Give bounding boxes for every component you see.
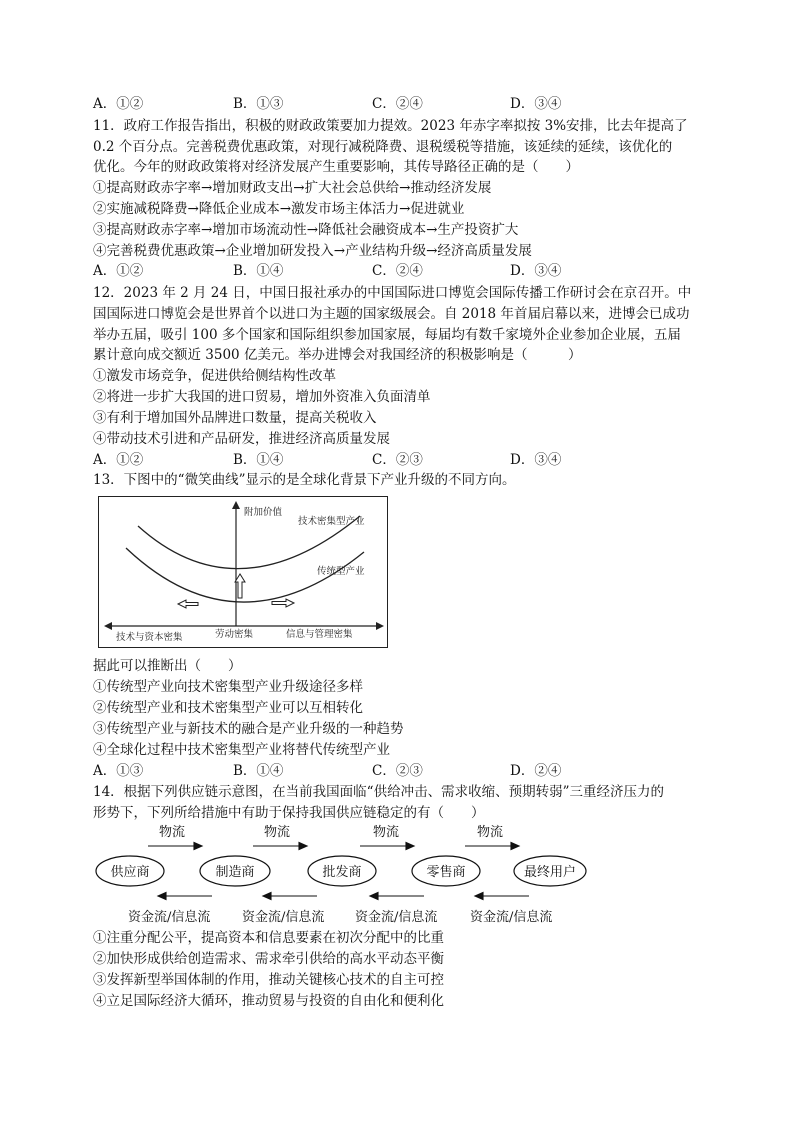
x-label-mid: 劳动密集 — [215, 629, 254, 640]
node-retailer: 零售商 — [426, 865, 466, 880]
supply-chain-figure — [90, 820, 600, 930]
flow-top-label-3: 物流 — [373, 825, 400, 840]
q11-item-1: ①提高财政赤字率→增加财政支出→扩大社会总供给→推动经济发展 — [93, 180, 492, 196]
flow-top-label-4: 物流 — [477, 825, 504, 840]
q12-item-2: ②将进一步扩大我国的进口贸易，增加外资准入负面清单 — [93, 389, 431, 405]
y-axis-label: 附加价值 — [244, 507, 283, 518]
q12-item-3: ③有利于增加国外品牌进口数量，提高关税收入 — [93, 410, 377, 426]
node-supplier: 供应商 — [110, 865, 150, 880]
q11-item-2: ②实施减税降费→降低企业成本→激发市场主体活力→促进就业 — [93, 201, 465, 217]
q12-stem-line-4: 累计意向成交额近 3500 亿美元。举办进博会对我国经济的积极影响是（ ） — [93, 347, 582, 363]
flow-bottom-label-1: 资金流/信息流 — [128, 910, 211, 925]
q12-option-d[interactable]: D．③④ — [510, 452, 562, 468]
q13-stem: 13．下图中的“微笑曲线”显示的是全球化背景下产业升级的不同方向。 — [93, 472, 516, 488]
flow-bottom-label-3: 资金流/信息流 — [355, 910, 438, 925]
q11-stem-line-1: 11．政府工作报告指出，积极的财政政策要加力提效。2023 年赤字率拟按 3%安排，比去年提高了 — [93, 118, 688, 134]
q14-item-2: ②加快形成供给创造需求、需求牵引供给的高水平动态平衡 — [93, 951, 444, 967]
smile-curve-figure — [98, 496, 388, 648]
q12-option-b[interactable]: B．①④ — [233, 452, 284, 468]
q12-stem-line-3: 举办五届，吸引 100 多个国家和国际组织参加国家展，每届均有数千家境外企业参加企业展，五届 — [93, 327, 681, 343]
q12-item-1: ①激发市场竞争，促进供给侧结构性改革 — [93, 368, 336, 384]
q11-option-c[interactable]: C．②④ — [372, 263, 423, 279]
q11-option-b[interactable]: B．①④ — [233, 263, 284, 279]
flow-bottom-arrowhead-2 — [263, 893, 271, 900]
flow-bottom-label-4: 资金流/信息流 — [470, 910, 553, 925]
q12-stem-line-1: 12．2023 年 2 月 24 日，中国日报社承办的中国国际进口博览会国际传播工作研讨会在京召开。中 — [93, 285, 692, 301]
flow-top-arrowhead-4 — [511, 843, 519, 850]
q13-option-b[interactable]: B．①④ — [233, 763, 284, 779]
q13-item-2: ②传统型产业和技术密集型产业可以互相转化 — [93, 700, 363, 716]
flow-bottom-arrowhead-3 — [370, 893, 378, 900]
node-wholesaler: 批发商 — [322, 865, 362, 880]
q12-stem-line-2: 国国际进口博览会是世界首个以进口为主题的国家级展会。自 2018 年首届启幕以来，进博会已成功 — [93, 306, 690, 322]
x-label-right: 信息与管理密集 — [286, 629, 353, 640]
q13-item-1: ①传统型产业向技术密集型产业升级途径多样 — [93, 679, 363, 695]
flow-bottom-arrowhead-4 — [475, 893, 483, 900]
q11-option-d[interactable]: D．③④ — [510, 263, 562, 279]
curve-bottom-label: 传统型产业 — [317, 566, 365, 577]
flow-top-arrowhead-1 — [194, 843, 202, 850]
q12-item-4: ④带动技术引进和产品研发，推进经济高质量发展 — [93, 431, 390, 447]
q10-option-a[interactable]: A．①② — [93, 96, 144, 112]
q10-option-b[interactable]: B．①③ — [233, 96, 284, 112]
q10-options — [93, 94, 713, 114]
q10-option-c[interactable]: C．②④ — [372, 96, 423, 112]
flow-top-arrowhead-3 — [406, 843, 414, 850]
q11-option-a[interactable]: A．①② — [93, 263, 144, 279]
node-manufacturer: 制造商 — [215, 865, 255, 880]
flow-top-label-2: 物流 — [264, 825, 291, 840]
q11-item-4: ④完善税费优惠政策→企业增加研发投入→产业结构升级→经济高质量发展 — [93, 243, 532, 259]
q11-options — [93, 261, 713, 281]
q14-item-1: ①注重分配公平，提高资本和信息要素在初次分配中的比重 — [93, 930, 444, 946]
x-label-left: 技术与资本密集 — [116, 632, 183, 643]
q13-item-4: ④全球化过程中技术密集型产业将替代传统型产业 — [93, 742, 390, 758]
node-end-user: 最终用户 — [523, 865, 577, 880]
flow-bottom-label-2: 资金流/信息流 — [242, 910, 325, 925]
q12-option-a[interactable]: A．①② — [93, 452, 144, 468]
q10-option-d[interactable]: D．③④ — [510, 96, 562, 112]
q12-options — [93, 450, 713, 470]
q13-option-c[interactable]: C．②③ — [372, 763, 423, 779]
q13-option-d[interactable]: D．②④ — [510, 763, 562, 779]
q11-item-3: ③提高财政赤字率→增加市场流动性→降低社会融资成本→生产投资扩大 — [93, 222, 519, 238]
q13-prompt: 据此可以推断出（ ） — [93, 658, 242, 674]
q13-item-3: ③传统型产业与新技术的融合是产业升级的一种趋势 — [93, 721, 404, 737]
flow-top-arrowhead-2 — [299, 843, 307, 850]
q11-stem-line-3: 优化。今年的财政政策将对经济发展产生重要影响，其传导路径正确的是（ ） — [93, 159, 579, 175]
q11-stem-line-2: 0.2 个百分点。完善税费优惠政策，对现行减税降费、退税缓税等措施，该延续的延续，该优化的 — [93, 139, 673, 155]
flow-bottom-arrowhead-1 — [158, 893, 166, 900]
q12-option-c[interactable]: C．②③ — [372, 452, 423, 468]
flow-top-label-1: 物流 — [159, 825, 186, 840]
q13-options — [93, 761, 713, 781]
q14-stem-line-2: 形势下，下列所给措施中有助于保持我国供应链稳定的有（ ） — [93, 805, 485, 821]
q13-option-a[interactable]: A．①③ — [93, 763, 144, 779]
curve-top-label: 技术密集型产业 — [298, 516, 365, 527]
q14-stem-line-1: 14．根据下列供应链示意图，在当前我国面临“供给冲击、需求收缩、预期转弱”三重经济压力的 — [93, 784, 664, 800]
q14-item-3: ③发挥新型举国体制的作用，推动关键核心技术的自主可控 — [93, 972, 444, 988]
q14-item-4: ④立足国际经济大循环，推动贸易与投资的自由化和便利化 — [93, 993, 444, 1009]
